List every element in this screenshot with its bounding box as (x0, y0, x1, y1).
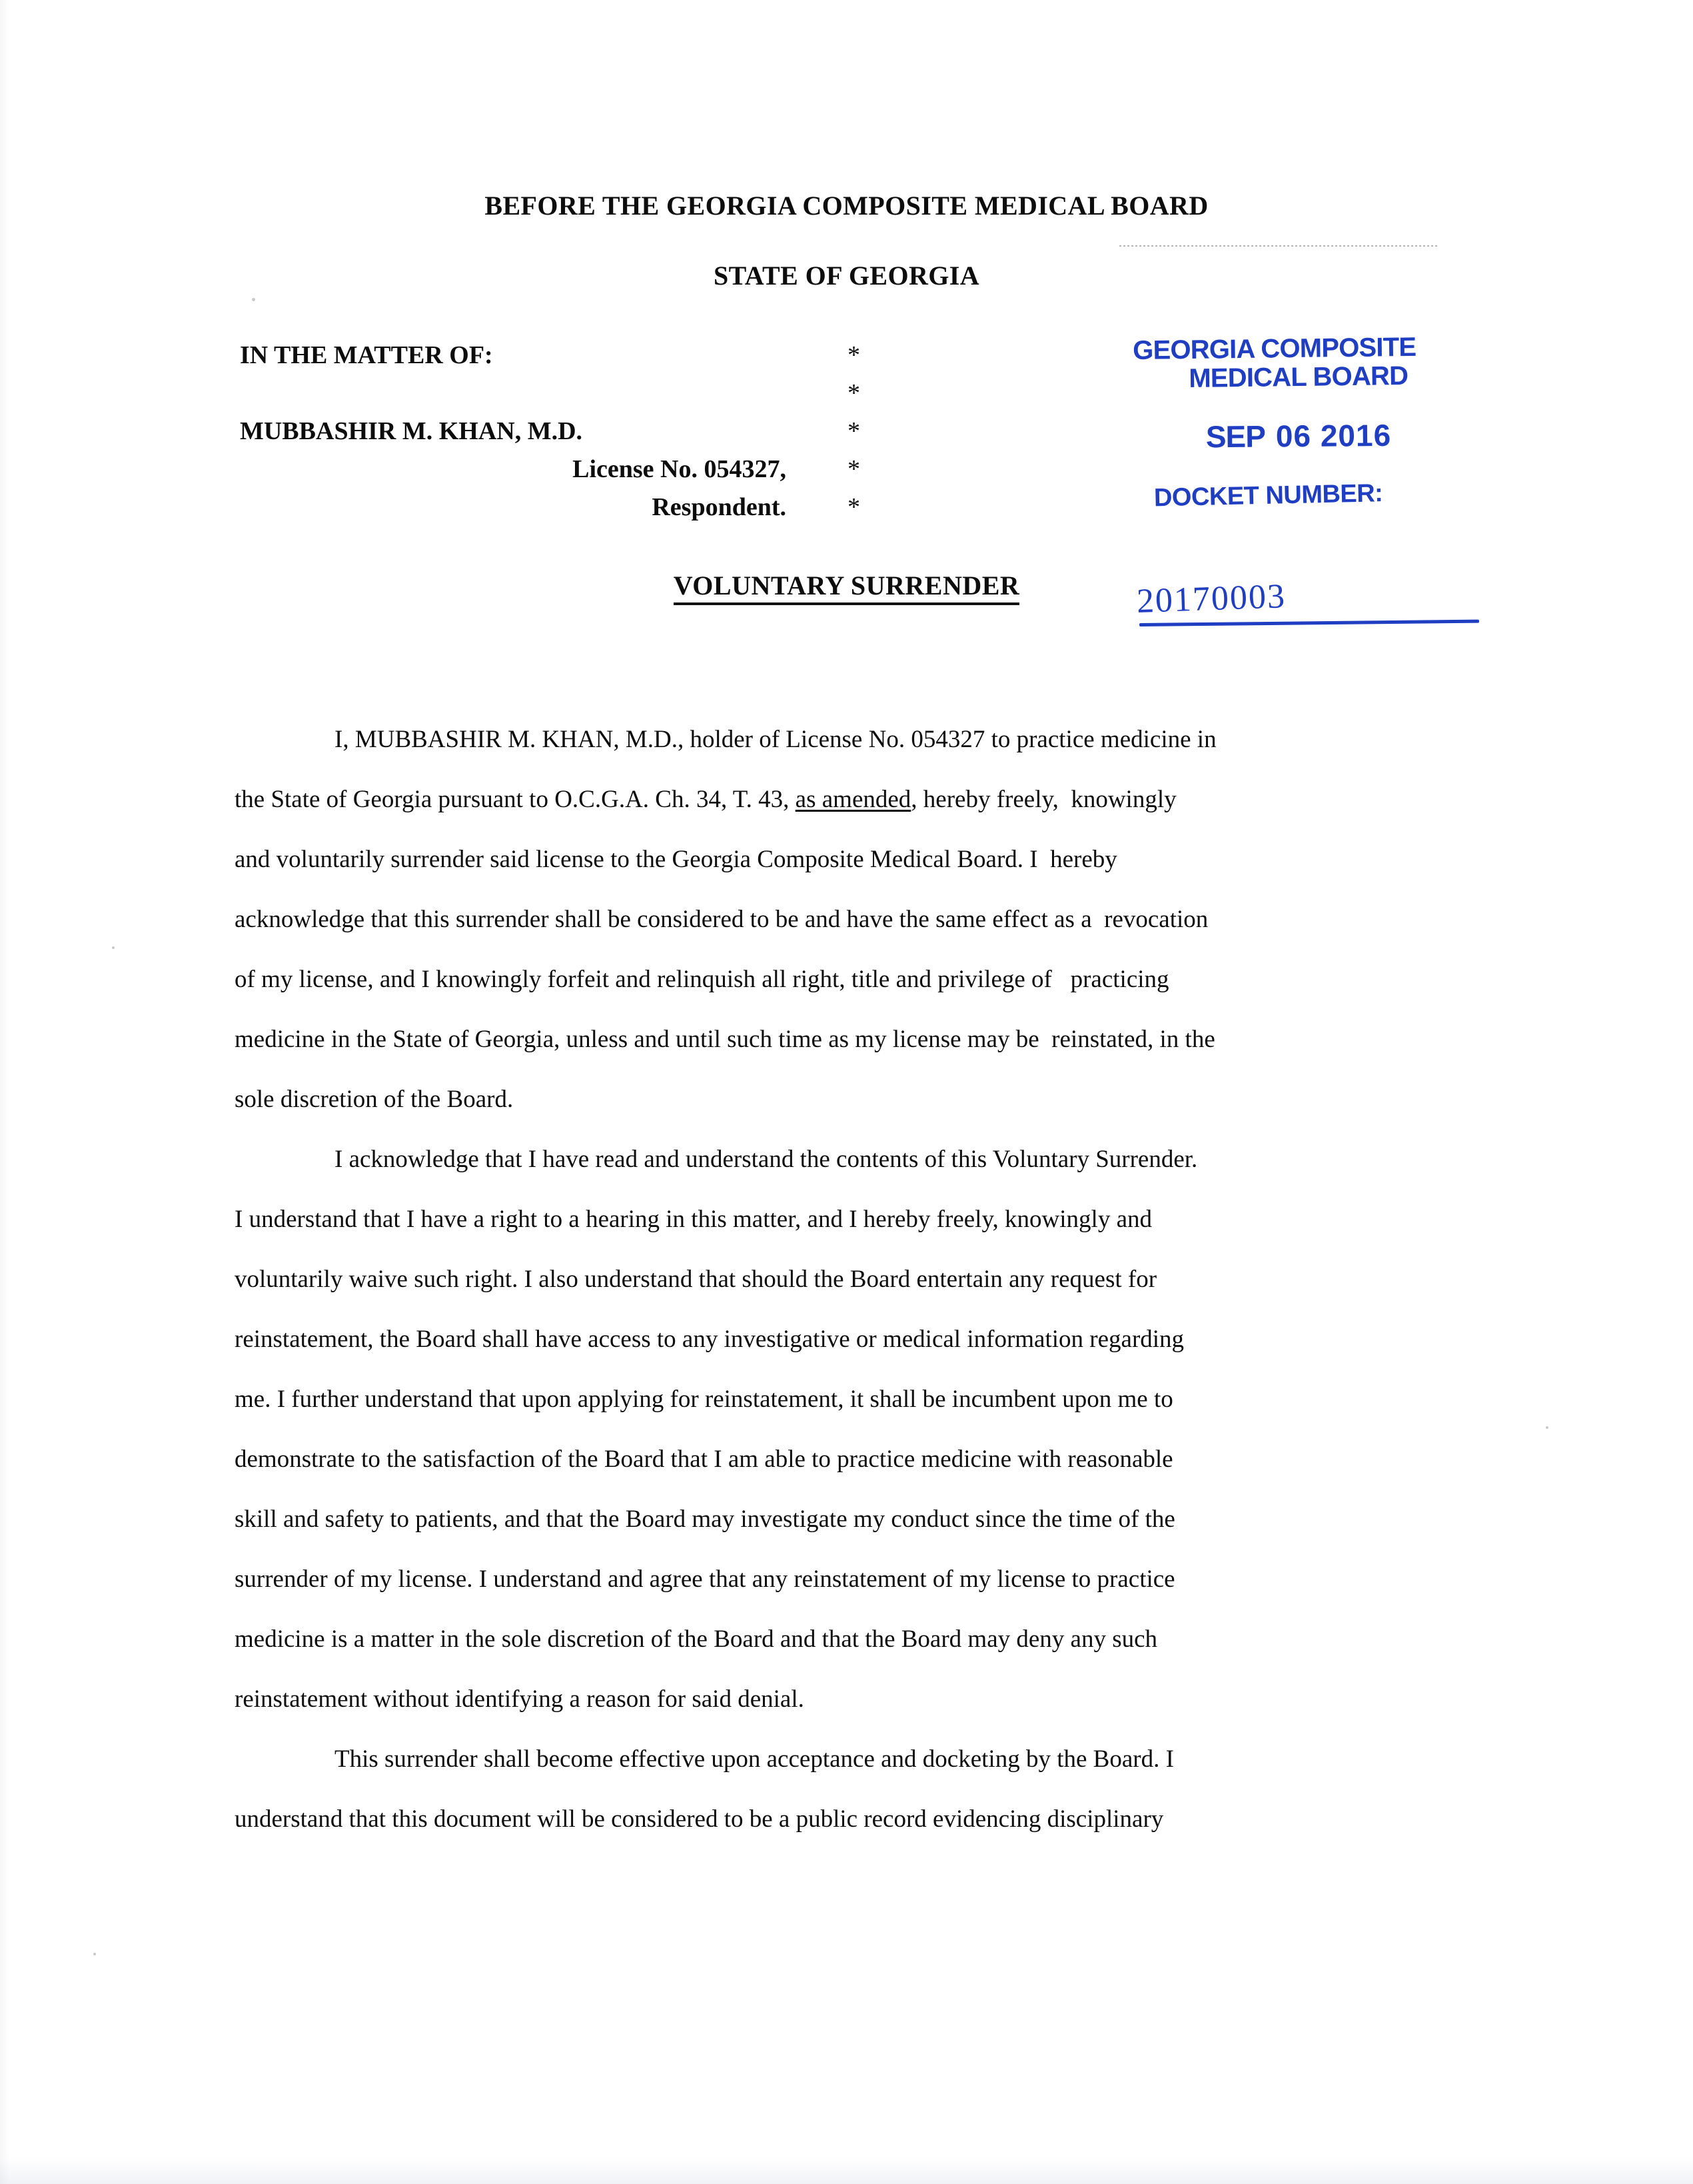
caption-asterisk: * (847, 417, 860, 445)
p1-line-5: of my license, and I knowingly forfeit and relinquish all right, title and privilege of practicing (235, 966, 1169, 993)
p1-line-2-a: the State of Georgia pursuant to O.C.G.A. Ch. 34, T. 43, (235, 786, 796, 813)
header-divider-rule (1119, 245, 1439, 247)
court-header-line-1: BEFORE THE GEORGIA COMPOSITE MEDICAL BOARD (484, 191, 1209, 221)
p1-line-1: I, MUBBASHIR M. KHAN, M.D., holder of License No. 054327 to practice medicine in (334, 726, 1217, 753)
body-paragraph-2 (235, 1130, 1440, 1729)
p1-line-7: sole discretion of the Board. (235, 1086, 514, 1113)
caption-respondent-role: Respondent. (652, 493, 786, 521)
stamp-docket-number-label: DOCKET NUMBER: (1153, 479, 1383, 513)
p2-line-2: I understand that I have a right to a hearing in this matter, and I hereby freely, knowingly and (235, 1206, 1153, 1233)
caption-license-number: License No. 054327, (572, 455, 786, 483)
caption-asterisk: * (847, 341, 860, 369)
case-caption-block (240, 337, 786, 527)
stamp-docket-underline (1139, 620, 1479, 626)
stamp-date-month: SEP (1205, 419, 1266, 455)
scan-speck (112, 946, 115, 949)
document-body (235, 710, 1440, 1849)
caption-asterisk: * (847, 493, 860, 521)
caption-matter-label: IN THE MATTER OF: (240, 341, 493, 369)
caption-asterisk-column (847, 337, 860, 527)
stamp-board-name (1133, 333, 1480, 394)
caption-asterisk: * (847, 455, 860, 483)
p1-line-2-underlined: as amended (795, 786, 911, 813)
stamp-board-name-line-2: MEDICAL BOARD (1189, 361, 1409, 393)
scan-edge-artifact-left (0, 0, 9, 2184)
stamp-docket-number-handwritten: 20170003 (1136, 577, 1287, 620)
p1-line-4: acknowledge that this surrender shall be considered to be and have the same effect as a revocation (235, 906, 1209, 933)
p2-line-9: medicine is a matter in the sole discretion of the Board and that the Board may deny any such (235, 1626, 1158, 1653)
p1-line-6: medicine in the State of Georgia, unless and until such time as my license may be reinstated, in the (235, 1026, 1215, 1053)
p2-line-5: me. I further understand that upon applying for reinstatement, it shall be incumbent upon me to (235, 1386, 1173, 1413)
p2-line-3: voluntarily waive such right. I also understand that should the Board entertain any request for (235, 1266, 1157, 1293)
p2-line-1: I acknowledge that I have read and understand the contents of this Voluntary Surrender. (334, 1146, 1198, 1173)
p2-line-8: surrender of my license. I understand and agree that any reinstatement of my license to practice (235, 1566, 1175, 1593)
p1-line-3: and voluntarily surrender said license to the Georgia Composite Medical Board. I hereby (235, 846, 1117, 873)
p2-line-10: reinstatement without identifying a reason for said denial. (235, 1685, 804, 1713)
caption-asterisk: * (847, 379, 860, 407)
p3-line-2: understand that this document will be considered to be a public record evidencing disciplinary (235, 1805, 1164, 1833)
caption-respondent-name: MUBBASHIR M. KHAN, M.D. (240, 417, 583, 445)
scan-speck (93, 1953, 96, 1955)
stamp-filed-date (1133, 417, 1479, 456)
scan-edge-artifact-bottom (0, 2157, 1693, 2184)
p2-line-6: demonstrate to the satisfaction of the Board that I am able to practice medicine with reasonable (235, 1446, 1173, 1473)
caption-blank-line (240, 375, 786, 413)
scan-speck (1546, 1426, 1548, 1429)
body-paragraph-3 (235, 1729, 1440, 1849)
stamp-date-day-year: 06 2016 (1275, 417, 1392, 454)
stamp-board-name-line-1: GEORGIA COMPOSITE (1132, 332, 1416, 365)
document-title (0, 570, 1693, 601)
scan-speck (252, 298, 255, 301)
document-title-text: VOLUNTARY SURRENDER (674, 570, 1020, 605)
p2-line-7: skill and safety to patients, and that the Board may investigate my conduct since the time of the (235, 1506, 1175, 1533)
board-filing-stamp (1132, 332, 1479, 620)
p1-line-2-b: , hereby freely, knowingly (911, 786, 1177, 813)
p3-line-1: This surrender shall become effective upon acceptance and docketing by the Board. I (334, 1745, 1174, 1773)
p2-line-4: reinstatement, the Board shall have access to any investigative or medical information regarding (235, 1326, 1185, 1353)
court-header-line-2: STATE OF GEORGIA (713, 261, 980, 291)
body-paragraph-1 (235, 710, 1440, 1130)
